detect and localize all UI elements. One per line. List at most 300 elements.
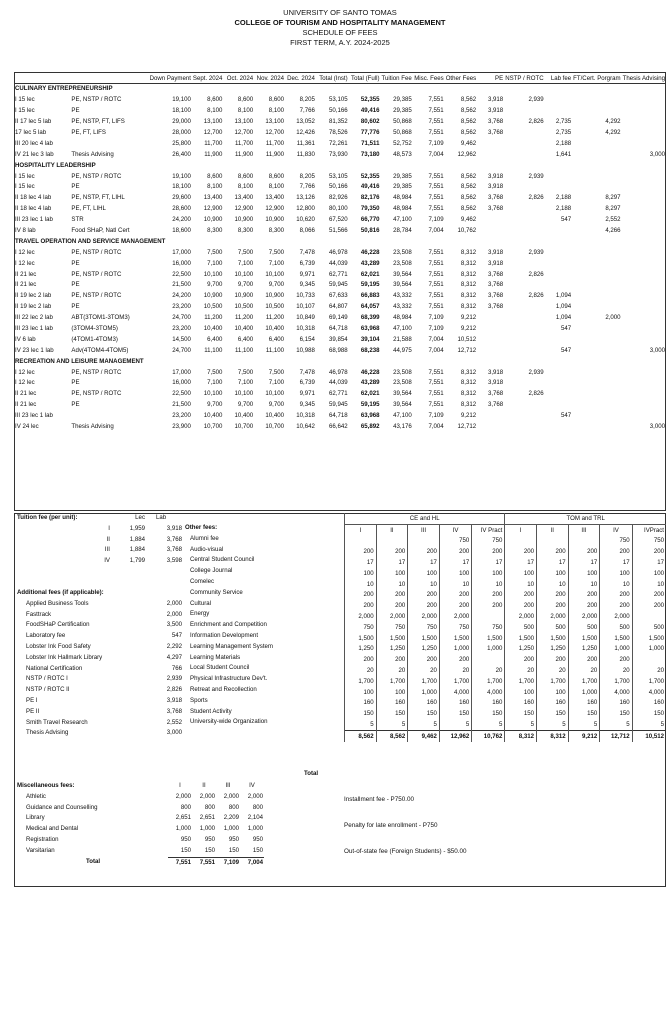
other-fee-amount: 1,500 — [345, 633, 377, 644]
amount-cell: 44,039 — [329, 259, 348, 267]
other-fee-amount: 200 — [537, 654, 569, 665]
misc-col-head: IV — [249, 782, 255, 789]
amount-cell: 8,312 — [460, 270, 477, 278]
other-fee-amount: 20 — [537, 665, 569, 676]
amount-cell: 46,228 — [360, 248, 380, 256]
other-fee-amount: 200 — [376, 590, 408, 601]
amount-cell: 8,600 — [268, 172, 284, 180]
misc-fee-amount: 2,000 — [223, 792, 239, 800]
other-fee-amount: 160 — [568, 698, 600, 709]
misc-fee-amount: 2,000 — [199, 792, 215, 800]
amount-cell — [504, 215, 545, 226]
misc-fee-amount: 2,651 — [199, 814, 215, 822]
amount-cell: 10,400 — [203, 325, 223, 333]
column-header: Lab fee — [545, 74, 572, 84]
other-fee-name: Learning Materials — [190, 653, 241, 661]
lab-rate: 3,768 — [166, 535, 182, 543]
amount-cell: 63,968 — [360, 325, 380, 333]
other-fee-name: Central Student Council — [190, 556, 255, 564]
amount-cell: 10,318 — [296, 412, 315, 420]
amount-cell: 3,918 — [487, 96, 504, 104]
lec-rate: 1,884 — [129, 546, 145, 554]
other-fee-amount: 1,000 — [472, 644, 505, 655]
other-fee-amount: 1,700 — [632, 676, 666, 687]
amount-cell: 3,918 — [487, 183, 504, 191]
inclusions-cell: PE, NSTP / ROTC — [71, 248, 122, 256]
amount-cell: 8,100 — [268, 183, 284, 191]
amount-cell: 64,057 — [360, 303, 380, 311]
additional-fee-amount: 3,000 — [166, 729, 182, 737]
amount-cell: 7,551 — [428, 183, 444, 191]
amount-cell: 39,564 — [393, 401, 412, 409]
other-fees-total-row — [345, 730, 667, 741]
amount-cell: 8,100 — [268, 107, 284, 115]
other-fees-col-heads — [345, 524, 667, 535]
amount-cell: 14,500 — [172, 335, 191, 343]
amount-cell: 2,939 — [528, 96, 544, 104]
amount-cell: 8,066 — [299, 227, 315, 235]
additional-fee-row — [16, 718, 183, 729]
amount-cell: 11,200 — [234, 314, 254, 322]
table-row — [14, 367, 666, 378]
other-fee-row — [345, 687, 667, 698]
other-fee-amount: 200 — [376, 546, 408, 557]
tom-trl-heading: TOM and TRL — [505, 513, 666, 524]
amount-cell: 23,200 — [172, 325, 191, 333]
lab-rate: 3,918 — [166, 524, 182, 532]
inclusions-cell: PE, NSTP / ROTC — [71, 368, 122, 376]
amount-cell: 8,300 — [268, 227, 284, 235]
amount-cell: 7,551 — [428, 259, 444, 267]
university-name: UNIVERSITY OF SANTO TOMAS — [283, 8, 397, 17]
other-fee-amount: 1,500 — [505, 633, 537, 644]
grid-col-head: IV — [600, 524, 632, 535]
table-row — [14, 138, 666, 149]
grid-col-head: II — [376, 524, 408, 535]
other-fee-amount: 160 — [600, 698, 632, 709]
amount-cell: 13,400 — [265, 194, 284, 202]
amount-cell: 8,100 — [237, 107, 254, 115]
amount-cell: 23,508 — [393, 379, 412, 387]
other-fee-amount: 100 — [537, 687, 569, 698]
other-fee-total: 10,512 — [632, 730, 666, 741]
amount-cell — [477, 149, 504, 160]
amount-cell: 10,733 — [296, 292, 315, 300]
amount-cell: 62,021 — [360, 390, 380, 398]
amount-cell: 9,345 — [299, 281, 315, 289]
amount-cell — [572, 280, 621, 291]
amount-cell: 73,180 — [360, 150, 380, 158]
section-header — [14, 356, 666, 367]
other-fees-total-label: Total — [304, 770, 319, 777]
additional-fee-amount: 2,826 — [166, 686, 182, 694]
grid-col-head: I — [505, 524, 537, 535]
amount-cell: 10,512 — [457, 335, 477, 343]
other-fee-amount: 1,500 — [632, 633, 666, 644]
amount-cell — [622, 204, 666, 215]
amount-cell — [504, 345, 545, 356]
amount-cell: 10,642 — [296, 423, 315, 431]
year-units-cell: III 23 lec 1 lab — [15, 325, 53, 333]
other-fee-total: 8,312 — [537, 730, 569, 741]
other-fee-amount: 1,000 — [408, 687, 440, 698]
other-fee-amount: 1,250 — [568, 644, 600, 655]
other-fee-label-row — [184, 555, 274, 566]
other-fee-amount: 200 — [408, 654, 440, 665]
amount-cell: 1,094 — [555, 314, 572, 322]
other-fee-amount: 100 — [345, 687, 377, 698]
other-fee-name: Energy — [190, 610, 210, 618]
other-fee-amount: 150 — [537, 708, 569, 719]
other-fee-label-row — [184, 588, 274, 599]
amount-cell: 7,551 — [428, 205, 444, 213]
year-units-cell: IV 21 lec 3 lab — [15, 150, 54, 158]
amount-cell: 13,100 — [265, 118, 284, 126]
table-row — [14, 313, 666, 324]
year-units-cell: II 21 lec — [15, 281, 37, 289]
amount-cell: 28,000 — [172, 129, 191, 136]
amount-cell: 10,700 — [203, 423, 223, 431]
other-fee-amount: 10 — [408, 579, 440, 590]
other-fee-amount: 2,000 — [537, 611, 569, 622]
other-fee-amount: 1,500 — [376, 633, 408, 644]
other-fee-amount: 17 — [537, 557, 569, 568]
year-units-cell: III 20 lec 4 lab — [15, 139, 53, 147]
amount-cell: 11,700 — [204, 139, 223, 147]
amount-cell — [545, 367, 572, 378]
amount-cell: 22,500 — [172, 270, 191, 278]
other-fee-amount: 20 — [439, 665, 471, 676]
amount-cell: 10,100 — [234, 390, 254, 398]
other-fee-amount: 100 — [408, 568, 440, 579]
year-units-cell: IV 8 lab — [15, 227, 36, 235]
amount-cell: 39,564 — [393, 270, 412, 278]
amount-cell — [572, 324, 621, 335]
amount-cell: 2,000 — [605, 314, 621, 322]
other-fee-amount: 5 — [600, 719, 632, 730]
additional-fee-row — [16, 674, 183, 685]
other-fee-amount: 200 — [505, 654, 537, 665]
amount-cell — [545, 247, 572, 258]
amount-cell: 52,355 — [360, 96, 380, 104]
amount-cell: 12,700 — [203, 129, 223, 136]
amount-cell — [572, 367, 621, 378]
amount-cell: 9,700 — [268, 281, 284, 289]
other-fee-label-row — [184, 707, 274, 718]
amount-cell: 1,094 — [555, 303, 572, 311]
amount-cell: 44,975 — [393, 346, 412, 354]
amount-cell: 29,600 — [172, 194, 191, 202]
other-fee-amount: 17 — [439, 557, 471, 568]
other-fee-amount: 160 — [505, 698, 537, 709]
inclusions-cell: Thesis Advising — [71, 423, 114, 431]
other-fee-total: 8,312 — [505, 730, 537, 741]
amount-cell: 7,100 — [207, 259, 223, 267]
other-fee-amount: 200 — [632, 546, 666, 557]
table-row — [14, 378, 666, 389]
year-units-cell: I 12 lec — [15, 259, 35, 267]
inclusions-cell: PE, NSTP / ROTC — [71, 172, 122, 180]
amount-cell: 82,926 — [329, 194, 348, 202]
other-fee-amount — [472, 611, 505, 622]
additional-fee-name: PE II — [26, 707, 40, 715]
table-row — [14, 226, 666, 237]
amount-cell — [622, 411, 666, 422]
amount-cell — [504, 313, 545, 324]
grid-col-head: IV — [439, 524, 471, 535]
column-header: Dec. 2024 — [285, 74, 316, 84]
amount-cell: 49,416 — [360, 183, 380, 191]
amount-cell: 12,900 — [234, 205, 254, 213]
other-fee-amount: 2,000 — [568, 611, 600, 622]
column-header: Nov. 2024 — [254, 74, 285, 84]
amount-cell: 8,312 — [460, 281, 477, 289]
other-fee-amount — [632, 654, 666, 665]
grid-col-head: III — [568, 524, 600, 535]
amount-cell: 63,968 — [360, 412, 380, 420]
amount-cell: 46,228 — [360, 368, 380, 376]
other-fee-amount: 1,700 — [376, 676, 408, 687]
other-fee-amount: 1,250 — [345, 644, 377, 655]
other-fee-row — [345, 644, 667, 655]
other-fee-amount: 200 — [568, 600, 600, 611]
additional-fee-row — [16, 631, 183, 642]
other-fee-amount: 150 — [408, 708, 440, 719]
other-fee-name: Local Student Council — [190, 664, 250, 672]
amount-cell — [622, 378, 666, 389]
amount-cell — [622, 193, 666, 204]
amount-cell — [572, 258, 621, 269]
amount-cell: 8,297 — [605, 205, 621, 213]
amount-cell — [622, 117, 666, 128]
amount-cell: 50,166 — [329, 183, 348, 191]
amount-cell — [572, 182, 621, 193]
year-units-cell: I 15 lec — [15, 107, 35, 115]
other-fee-label-row — [184, 599, 274, 610]
amount-cell: 50,868 — [393, 129, 412, 136]
amount-cell: 47,100 — [393, 325, 412, 333]
other-fee-amount: 200 — [537, 590, 569, 601]
amount-cell: 71,511 — [361, 139, 380, 147]
amount-cell: 39,104 — [360, 335, 380, 343]
additional-fee-row — [16, 642, 183, 653]
amount-cell: 10,500 — [234, 303, 254, 311]
fee-schedule-sheet — [14, 8, 666, 1008]
college-name: COLLEGE OF TOURISM AND HOSPITALITY MANAGEMENT — [234, 18, 446, 27]
amount-cell — [622, 128, 666, 139]
other-fee-amount: 20 — [505, 665, 537, 676]
amount-cell: 29,385 — [393, 107, 412, 115]
ce-hl-heading: CE and HL — [345, 513, 505, 524]
other-fee-amount: 1,700 — [568, 676, 600, 687]
other-fee-amount: 200 — [345, 654, 377, 665]
other-fee-amount — [505, 536, 537, 547]
grid-col-head: IVPract — [632, 524, 666, 535]
year-units-cell: II 19 lec 2 lab — [15, 303, 52, 311]
amount-cell: 12,426 — [296, 129, 315, 136]
amount-cell: 12,712 — [457, 423, 477, 431]
other-fee-amount: 100 — [345, 568, 377, 579]
amount-cell: 8,562 — [460, 118, 477, 126]
other-fee-name: University-wide Organization — [190, 718, 268, 726]
other-fee-total: 9,212 — [568, 730, 600, 741]
amount-cell — [504, 378, 545, 389]
amount-cell: 7,766 — [299, 107, 315, 115]
amount-cell: 8,100 — [207, 107, 223, 115]
amount-cell: 48,573 — [393, 150, 412, 158]
amount-cell — [477, 334, 504, 345]
other-fee-row — [345, 665, 667, 676]
misc-fee-row — [16, 846, 264, 857]
tuition-row — [16, 524, 183, 535]
other-fee-amount: 200 — [632, 600, 666, 611]
amount-cell: 2,735 — [555, 118, 572, 126]
other-fee-label-row — [184, 620, 274, 631]
other-fee-amount: 2,000 — [376, 611, 408, 622]
other-fee-amount: 1,700 — [345, 676, 377, 687]
other-fees-grid — [344, 513, 666, 742]
amount-cell: 80,602 — [360, 118, 380, 126]
amount-cell: 2,939 — [528, 368, 544, 376]
year-units-cell: I 15 lec — [15, 96, 35, 104]
inclusions-cell: PE — [71, 183, 80, 191]
other-fee-amount: 500 — [505, 622, 537, 633]
other-fee-amount: 1,500 — [537, 633, 569, 644]
amount-cell: 7,551 — [428, 379, 444, 387]
amount-cell: 10,400 — [265, 325, 284, 333]
amount-cell: 7,109 — [428, 412, 444, 420]
amount-cell: 10,500 — [203, 303, 223, 311]
other-fee-amount: 10 — [439, 579, 471, 590]
amount-cell: 8,600 — [207, 172, 223, 180]
other-fee-name: Alumni fee — [190, 534, 219, 542]
amount-cell: 3,768 — [487, 401, 504, 409]
tuition-title: Tuition fee (per unit): — [17, 514, 78, 521]
other-fee-amount: 150 — [632, 708, 666, 719]
other-fee-amount: 100 — [376, 687, 408, 698]
other-fee-total: 9,462 — [408, 730, 440, 741]
other-fee-amount: 10 — [472, 579, 505, 590]
other-fee-row — [345, 568, 667, 579]
amount-cell: 22,500 — [172, 390, 191, 398]
amount-cell: 10,100 — [234, 270, 254, 278]
amount-cell: 2,826 — [528, 270, 544, 278]
table-row — [14, 389, 666, 400]
other-fee-row — [345, 536, 667, 547]
other-fee-amount: 1,700 — [408, 676, 440, 687]
misc-fee-amount: 950 — [252, 835, 263, 843]
year-units-cell: II 18 lec 4 lab — [15, 194, 52, 202]
other-fee-row — [345, 622, 667, 633]
amount-cell: 10,700 — [234, 423, 254, 431]
amount-cell — [504, 149, 545, 160]
misc-fee-row — [16, 835, 264, 846]
other-fee-label-row — [184, 663, 274, 674]
amount-cell: 80,100 — [329, 205, 348, 213]
misc-fee-amount: 800 — [252, 803, 263, 811]
other-fee-amount: 1,500 — [568, 633, 600, 644]
additional-fee-name: NSTP / ROTC II — [26, 686, 70, 694]
amount-cell: 47,100 — [393, 216, 412, 224]
amount-cell — [545, 422, 572, 433]
amount-cell: 8,312 — [460, 401, 477, 409]
amount-cell: 9,700 — [207, 281, 223, 289]
amount-cell — [504, 422, 545, 433]
other-fee-amount: 160 — [632, 698, 666, 709]
other-fee-amount: 100 — [376, 568, 408, 579]
amount-cell: 10,400 — [265, 412, 284, 420]
amount-cell: 9,700 — [237, 281, 254, 289]
amount-cell: 12,900 — [203, 205, 223, 213]
column-header: Misc. Fees — [414, 75, 444, 82]
amount-cell: 3,768 — [487, 281, 504, 289]
other-fee-amount: 200 — [472, 546, 505, 557]
amount-cell: 43,332 — [393, 292, 412, 300]
amount-cell: 23,508 — [393, 259, 412, 267]
amount-cell: 65,892 — [360, 423, 380, 431]
other-fee-amount: 1,000 — [568, 687, 600, 698]
amount-cell: 8,312 — [460, 303, 477, 311]
amount-cell: 43,289 — [360, 259, 380, 267]
amount-cell: 7,551 — [428, 281, 444, 289]
amount-cell — [622, 215, 666, 226]
amount-cell: 18,100 — [172, 107, 191, 115]
amount-cell: 39,564 — [393, 390, 412, 398]
amount-cell: 10,400 — [203, 412, 223, 420]
other-fee-amount: 150 — [439, 708, 471, 719]
amount-cell: 8,312 — [460, 379, 477, 387]
table-row — [14, 247, 666, 258]
other-fee-row — [345, 698, 667, 709]
misc-total-row — [16, 857, 264, 868]
amount-cell — [504, 128, 545, 139]
amount-cell — [545, 182, 572, 193]
amount-cell: 6,739 — [299, 259, 315, 267]
misc-fee-name: Athletic — [26, 792, 46, 800]
amount-cell: 3,000 — [649, 423, 665, 431]
amount-cell — [545, 280, 572, 291]
other-fee-amount: 1,700 — [505, 676, 537, 687]
inclusions-cell: PE, NSTP / ROTC — [71, 292, 122, 300]
other-fee-amount: 5 — [439, 719, 471, 730]
amount-cell: 9,700 — [237, 401, 254, 409]
table-row — [14, 411, 666, 422]
amount-cell — [572, 389, 621, 400]
year-units-cell: II 21 lec — [15, 390, 37, 398]
section-header — [14, 160, 666, 171]
other-fee-amount — [632, 611, 666, 622]
other-fee-amount: 200 — [600, 590, 632, 601]
amount-cell — [504, 106, 545, 117]
amount-cell: 7,478 — [299, 248, 315, 256]
amount-cell — [572, 291, 621, 302]
amount-cell: 2,826 — [528, 390, 544, 398]
amount-cell: 9,700 — [207, 401, 223, 409]
amount-cell: 21,500 — [172, 401, 191, 409]
other-fee-amount: 200 — [376, 600, 408, 611]
amount-cell: 7,004 — [428, 150, 444, 158]
other-fee-row — [345, 719, 667, 730]
misc-fee-name: Guidance and Counselling — [26, 803, 98, 811]
other-fee-amount: 5 — [537, 719, 569, 730]
inclusions-cell: Food SHaP, Natl Cert — [71, 227, 130, 235]
other-fee-name: Learning Management System — [190, 642, 273, 650]
lec-rate: 1,799 — [129, 557, 145, 565]
column-header: Sept. 2024 — [192, 75, 223, 82]
amount-cell: 43,176 — [393, 423, 412, 431]
amount-cell — [477, 226, 504, 237]
column-header: Oct. 2024 — [223, 74, 254, 84]
